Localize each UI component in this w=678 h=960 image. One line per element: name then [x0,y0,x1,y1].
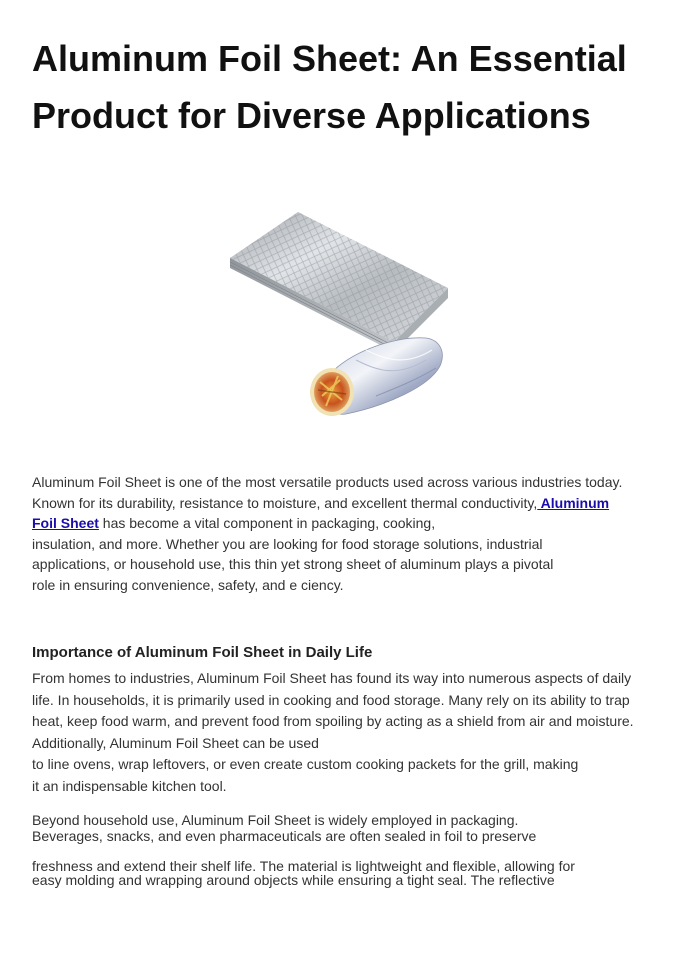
intro-line-5: applications, or household use, this thin yet strong sheet of aluminum plays a pivotal [32,556,554,573]
intro-line-3-text: has become a vital component in packaging, cooking, [98,515,436,532]
packaging-line-3: freshness and extend their shelf life. The material is lightweight and flexible, allowing for [32,858,575,874]
daily-life-line-2: life. In households, it is primarily used in cooking and food storage. Many rely on its ability to trap [32,691,630,708]
daily-life-line-1: From homes to industries, Aluminum Foil Sheet has found its way into numerous aspects of daily [32,670,632,686]
section-heading: Importance of Aluminum Foil Sheet in Daily Life [32,644,373,661]
packaging-paragraph [32,812,662,888]
product-image [226,210,450,424]
intro-line-4: insulation, and more. Whether you are looking for food storage solutions, industrial [32,535,543,552]
daily-life-paragraph [32,668,662,797]
daily-life-line-3: heat, keep food warm, and prevent food from spoiling by acting as a shield from air and moisture. [32,713,634,729]
aluminum-foil-sheet-link-part-1[interactable]: Aluminum [537,494,610,511]
aluminum-foil-sheet-link-part-2[interactable]: Foil Sheet [32,515,99,532]
intro-line-2 [32,493,662,514]
daily-life-line-5: to line ovens, wrap leftovers, or even create custom cooking packets for the grill, making [32,756,579,772]
intro-line-3 [32,513,662,534]
packaging-line-4: easy molding and wrapping around objects while ensuring a tight seal. The reflective [32,872,555,888]
intro-line-6: role in ensuring convenience, safety, and e ciency. [32,576,344,593]
daily-life-line-4: Additionally, Aluminum Foil Sheet can be used [32,734,319,751]
intro-line-2-text: Known for its durability, resistance to moisture, and excellent thermal conductivity, [32,494,538,511]
packaging-line-1: Beyond household use, Aluminum Foil Sheet is widely employed in packaging. [32,812,519,828]
foil-wrapped-burrito [310,338,442,416]
foil-sheet-stack [230,212,448,352]
intro-line-1: Aluminum Foil Sheet is one of the most versatile products used across various industries today. [32,474,623,490]
daily-life-line-6: it an indispensable kitchen tool. [32,777,227,794]
packaging-line-2: Beverages, snacks, and even pharmaceuticals are often sealed in foil to preserve [32,828,537,844]
intro-paragraph [32,472,662,596]
page-title: Aluminum Foil Sheet: An Essential Product for Diverse Applications [32,38,627,136]
